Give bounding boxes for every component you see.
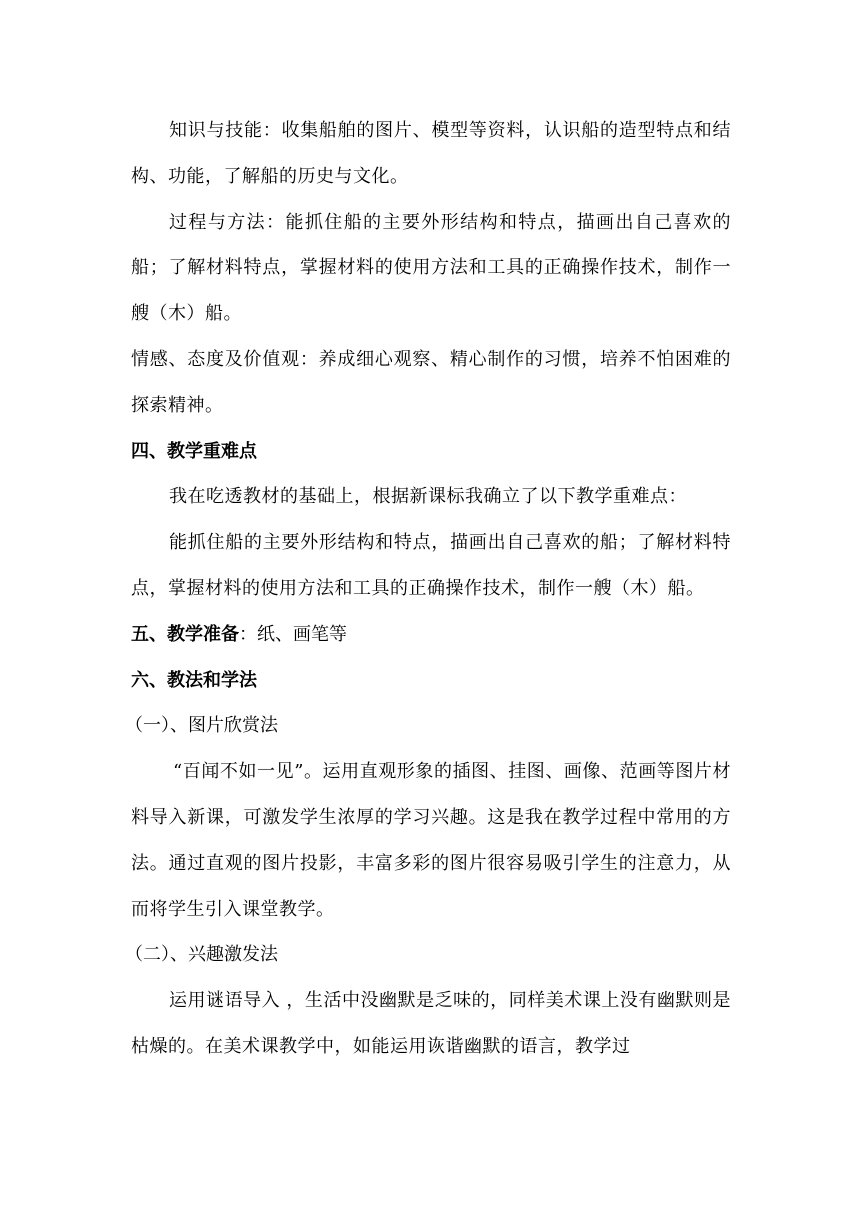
paragraph-focus-content: 能抓住船的主要外形结构和特点，描画出自己喜欢的船；了解材料特点，掌握材料的使用方法和工具的正确操作技术，制作一艘（木）船。: [131, 532, 731, 599]
heading-teaching-preparation: [131, 612, 731, 658]
paragraph-emotion-values: 情感、态度及价值观：养成细心观察、精心制作的习惯，培养不怕困难的探索精神。: [131, 348, 731, 416]
paragraph-process-methods: 过程与方法：能抓住船的主要外形结构和特点，描画出自己喜欢的船；了解材料特点，掌握材料的使用方法和工具的正确操作技术，制作一艘（木）船。: [131, 211, 731, 325]
heading-preparation-label: 五、教学准备: [131, 623, 239, 645]
document-page: [125, 108, 731, 1070]
preparation-items: ：纸、画笔等: [239, 623, 347, 645]
subheading-interest-stimulation: （二）、兴趣激发法: [125, 944, 278, 966]
paragraph-focus-intro: 我在吃透教材的基础上，根据新课标我确立了以下教学重难点：: [169, 486, 687, 508]
heading-teaching-focus: 四、教学重难点: [131, 440, 257, 462]
heading-teaching-methods: 六、教法和学法: [131, 669, 257, 691]
paragraph-picture-appreciation: “百闻不如一见”。运用直观形象的插图、挂图、画像、范画等图片材料导入新课，可激发学生浓厚的学习兴趣。这是我在教学过程中常用的方法。通过直观的图片投影，丰富多彩的图片很容易吸引学生的注意力，从而将学生引入课堂教学。: [131, 761, 731, 920]
paragraph-knowledge-skills: 知识与技能：收集船舶的图片、模型等资料，认识船的造型特点和结构、功能，了解船的历史与文化。: [131, 120, 731, 187]
paragraph-interest-stimulation: 运用谜语导入 ，生活中没幽默是乏味的，同样美术课上没有幽默则是枯燥的。在美术课教学中，如能运用诙谐幽默的语言，教学过: [131, 990, 731, 1057]
subheading-picture-appreciation: （一）、图片欣赏法: [125, 715, 278, 737]
